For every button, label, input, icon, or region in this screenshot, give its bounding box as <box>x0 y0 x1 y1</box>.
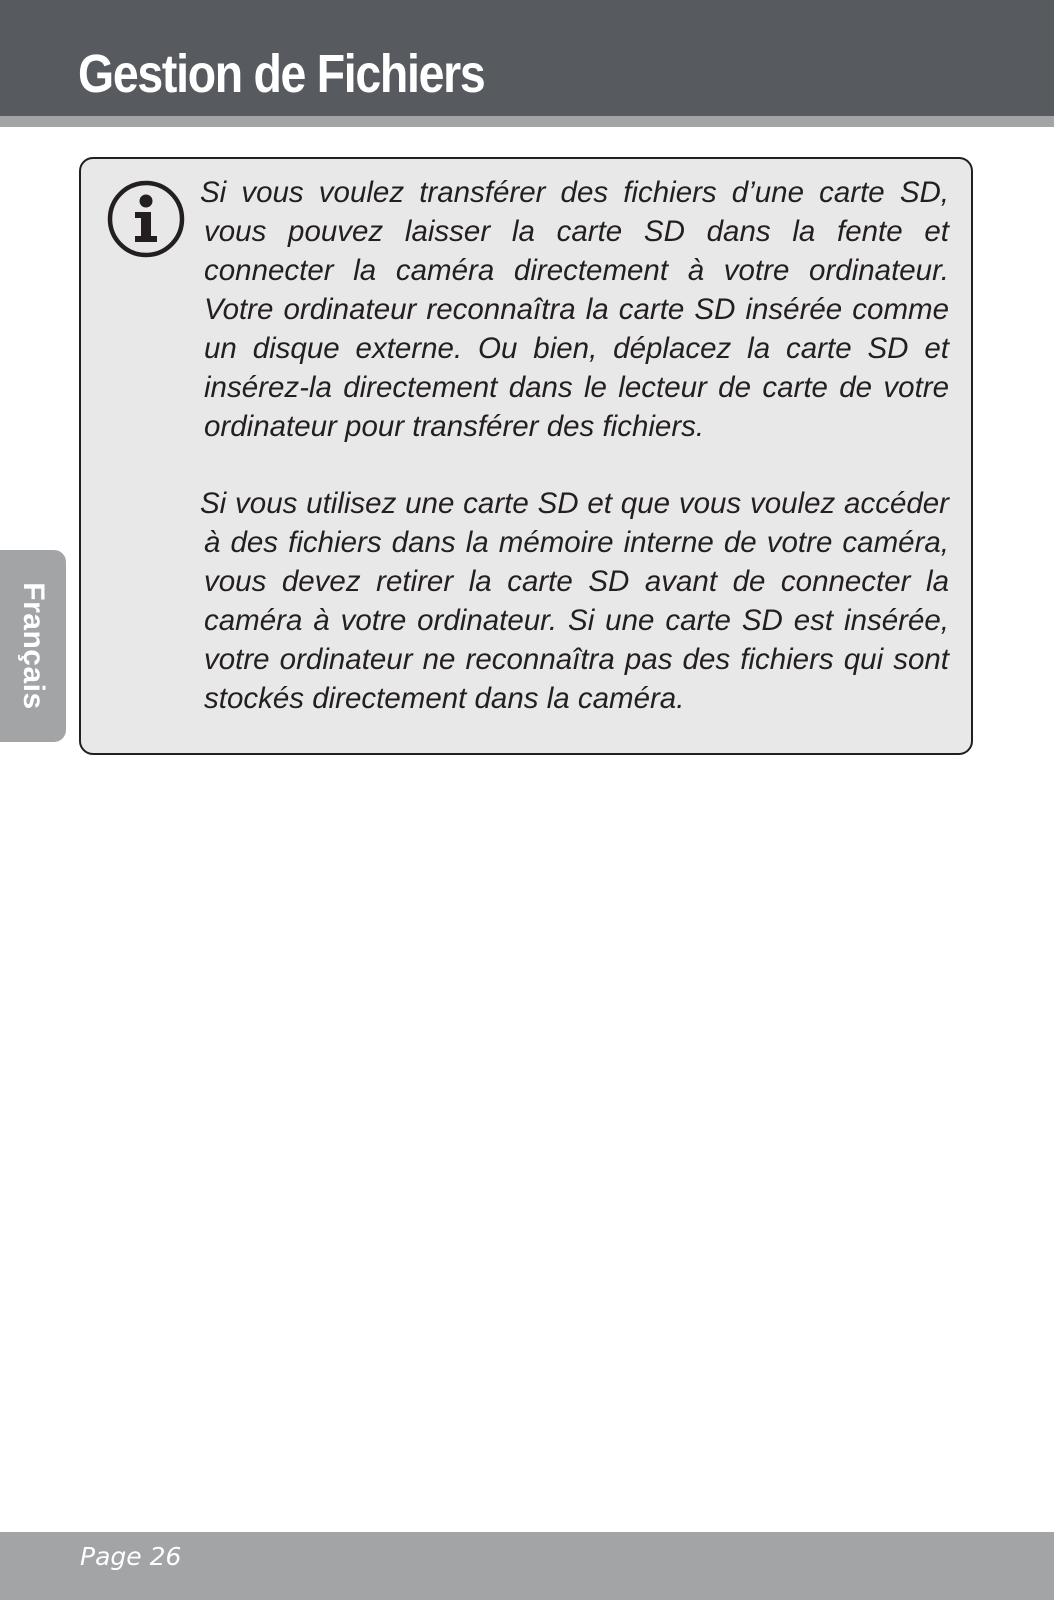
page-footer <box>0 1532 1054 1600</box>
language-tab-label: Français <box>17 582 50 710</box>
info-note-box <box>79 157 973 755</box>
page-number: Page 26 <box>80 1542 182 1571</box>
language-tab <box>0 550 66 742</box>
note-paragraph-2: Si vous utilisez une carte SD et que vous voulez accéder à des fichiers dans la mémoire interne de votre caméra, vous devez retirer la carte SD avant de connecter la caméra à votre ordinateur. Si une carte SD est insérée, votre ordinateur ne reconnaîtra pas des fichiers qui sont stockés directement dans la caméra. <box>200 487 949 715</box>
note-text <box>200 173 949 718</box>
note-paragraph-1: Si vous voulez transférer des fichiers d’une carte SD, vous pouvez laisser la carte SD dans la fente et connecter la caméra directement à votre ordinateur. Votre ordinateur reconnaîtra la carte SD insérée comme un disque externe. Ou bien, déplacez la carte SD et insérez-la directement dans le lecteur de carte de votre ordinateur pour transférer des fichiers. <box>200 176 949 443</box>
page-title: Gestion de Fichiers <box>78 44 485 104</box>
header-divider <box>0 116 1054 127</box>
page-header <box>0 0 1054 116</box>
info-icon <box>106 179 186 259</box>
